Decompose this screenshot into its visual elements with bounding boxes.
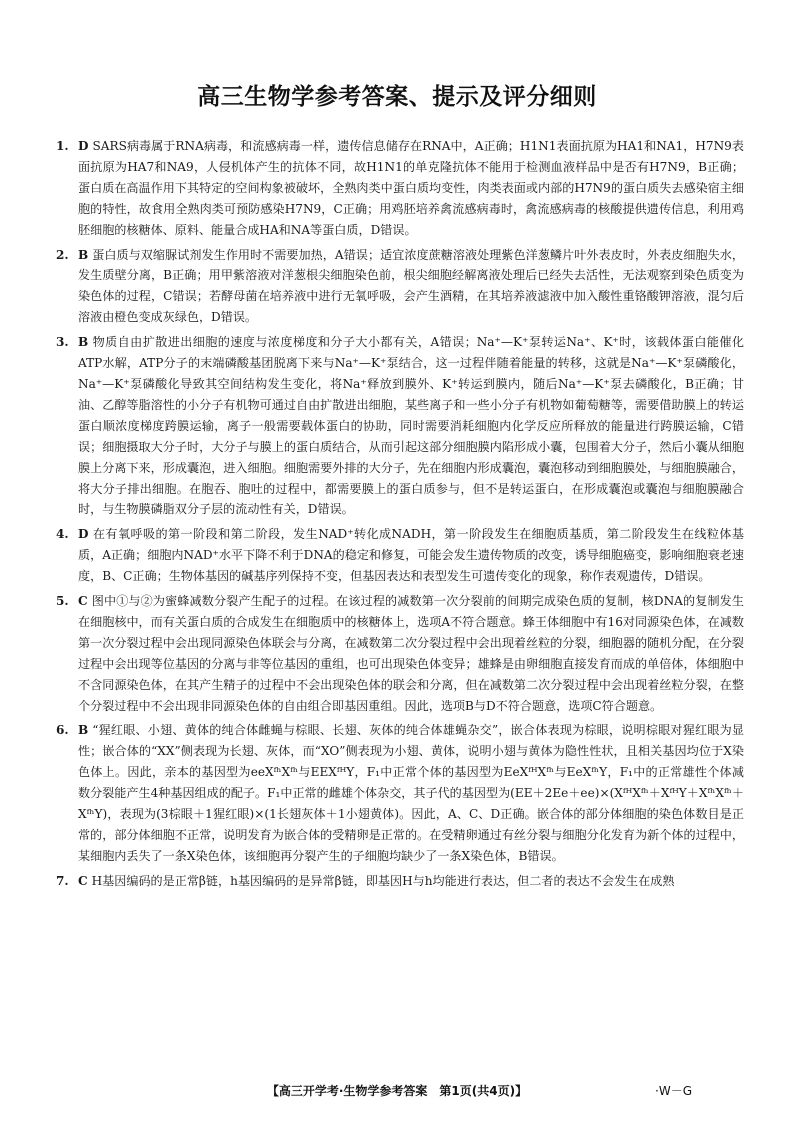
- question-4: [56, 524, 744, 587]
- question-explanation: “猩红眼、小翅、黄体的纯合体雌蝇与棕眼、长翅、灰体的纯合体雄蝇杂交”，嵌合体表现为棕眼，说明棕眼对猩红眼为显性；嵌合体的“XX”侧表现为长翅、灰体，而“XO”侧表现为小翅、黄体，说明小翅与黄体为隐性性状，且相关基因均位于X染色体上。因此，亲本的基因型为eeXᶠʰXᶠʰ与EEXᶠᴴY，F₁中正常个体的基因型为EeXᶠᴴXᶠʰ与EeXᶠʰY，F₁中的正常雄性个体减数分裂能产生4种基因组成的配子。F₁中正常的雌雄个体杂交，其子代的基因型为(EE＋2Ee＋ee)×(XᶠᴴXᶠʰ＋XᶠᴴY＋XᶠʰXᶠʰ＋XᶠʰY)，表现为(3棕眼＋1猩红眼)×(1长翅灰体＋1小翅黄体)。因此，A、C、D正确。嵌合体的部分体细胞的染色体数目是正常的，部分体细胞不正常，说明发育为嵌合体的受精卵是正常的。在受精卵通过有丝分裂与细胞分化发育为新个体的过程中，某细胞内丢失了一条X染色体，该细胞再分裂产生的子细胞均缺少了一条X染色体，B错误。: [78, 723, 744, 863]
- question-explanation: SARS病毒属于RNA病毒，和流感病毒一样，遗传信息储存在RNA中，A正确；H1N1表面抗原为HA1和NA1，H7N9表面抗原为HA7和NA9，人侵机体产生的抗体不同，故H1N1的单克隆抗体不能用于检测血液样品中是否有H7N9，B正确；蛋白质在高温作用下其特定的空间构象被破坏，全熟肉类中蛋白质均变性，肉类表面或内部的H7N9的蛋白质失去感染宿主细胞的特性，故食用全熟肉类可预防感染H7N9，C正确；用鸡胚培养禽流感病毒时，禽流感病毒的核酸提供遗传信息，利用鸡胚细胞的核糖体、原料、能量合成HA和NA等蛋白质，D错误。: [78, 139, 744, 237]
- question-answer: C: [78, 873, 88, 888]
- question-6: [56, 720, 744, 866]
- question-2: [56, 245, 744, 329]
- footer-code: ·W－G: [655, 1084, 692, 1098]
- question-answer: D: [78, 139, 89, 153]
- question-explanation: 在有氧呼吸的第一阶段和第二阶段，发生NAD⁺转化成NADH，第一阶段发生在细胞质基质，第二阶段发生在线粒体基质，A正确；细胞内NAD⁺水平下降不利于DNA的稳定和修复，可能会发生遗传物质的改变，诱导细胞癌变，影响细胞衰老速度，B、C正确；生物体基因的碱基序列保持不变，但基因表达和表型发生可遗传变化的现象，称作表观遗传，D错误。: [78, 527, 744, 584]
- question-explanation: H基因编码的是正常β链，h基因编码的是异常β链，即基因H与h均能进行表达，但二者的表达不会发生在成熟: [91, 873, 675, 888]
- question-answer: C: [78, 594, 88, 609]
- page-title: 高三生物学参考答案、提示及评分细则: [197, 84, 597, 110]
- question-1: [56, 136, 744, 241]
- question-number: 1.: [56, 139, 69, 153]
- question-number: 5.: [56, 594, 69, 609]
- page-footer: 【高三开学考·生物学参考答案 第1页(共4页)】: [266, 1084, 528, 1098]
- question-explanation: 图中①与②为蜜蜂减数分裂产生配子的过程。在该过程的减数第一次分裂前的间期完成染色质的复制，核DNA的复制发生在细胞核中，而有关蛋白质的合成发生在细胞质中的核糖体上，选项A不符合题意。蜂王体细胞中有16对同源染色体，在减数第一次分裂过程中会出现同源染色体联会与分离，在减数第二次分裂过程中会出现着丝粒的分裂，细胞器的随机分配，在分裂过程中会出现等位基因的分离与非等位基因的重组，也可出现染色体变异；雄蜂是由卵细胞直接发育而成的单倍体，体细胞中不含同源染色体，在其产生精子的过程中不会出现染色体的联会和分离，但在减数第二次分裂过程中会出现着丝粒分裂，在整个分裂过程中不会出现非同源染色体的自由组合即基因重组。因此，选项B与D不符合题意，选项C符合题意。: [78, 594, 744, 713]
- question-answer: B: [78, 723, 89, 738]
- question-number: 2.: [56, 247, 69, 262]
- answer-list: [56, 136, 744, 896]
- question-number: 4.: [56, 527, 69, 542]
- question-answer: D: [78, 527, 89, 542]
- question-explanation: 物质自由扩散进出细胞的速度与浓度梯度和分子大小都有关，A错误；Na⁺—K⁺泵转运Na⁺、K⁺时，该载体蛋白能催化ATP水解，ATP分子的末端磷酸基团脱离下来与Na⁺—K⁺泵结合，这一过程伴随着能量的转移，这就是Na⁺—K⁺泵磷酸化，Na⁺—K⁺泵磷酸化导致其空间结构发生变化，将Na⁺释放到膜外、K⁺转运到膜内，随后Na⁺—K⁺泵去磷酸化，B正确；甘油、乙醇等脂溶性的小分子有机物可通过自由扩散进出细胞，某些离子和一些小分子有机物如葡萄糖等，需要借助膜上的转运蛋白顺浓度梯度跨膜运输，离子一般需要载体蛋白的协助，同时需要消耗细胞内化学反应所释放的能量进行跨膜运输，C错误；细胞摄取大分子时，大分子与膜上的蛋白质结合，从而引起这部分细胞膜内陷形成小囊，包围着大分子，然后小囊从细胞膜上分离下来，形成囊泡，进入细胞。细胞需要外排的大分子，先在细胞内形成囊泡，囊泡移动到细胞膜处，与细胞膜融合，将大分子排出细胞。在胞吞、胞吐的过程中，都需要膜上的蛋白质参与，但不是转运蛋白，在形成囊泡或囊泡与细胞膜融合时，与生物膜磷脂双分子层的流动性有关，D错误。: [78, 335, 744, 517]
- question-answer: B: [78, 247, 89, 262]
- question-7: [56, 871, 744, 892]
- question-explanation: 蛋白质与双缩脲试剂发生作用时不需要加热，A错误；适宜浓度蔗糖溶液处理紫色洋葱鳞片叶外表皮时，外表皮细胞失水，发生质壁分离，B正确；用甲紫溶液对洋葱根尖细胞染色前，根尖细胞经解离液处理后已经失去活性，无法观察到染色质变为染色体的过程，C错误；若酵母菌在培养液中进行无氧呼吸，会产生酒精，在其培养液滤液中加入酸性重铬酸钾溶液，混匀后溶液由橙色变成灰绿色，D错误。: [78, 247, 744, 325]
- question-number: 6.: [56, 723, 69, 738]
- question-answer: B: [78, 335, 89, 350]
- question-3: [56, 332, 744, 520]
- question-number: 7.: [56, 873, 69, 888]
- question-5: [56, 591, 744, 716]
- question-number: 3.: [56, 335, 69, 350]
